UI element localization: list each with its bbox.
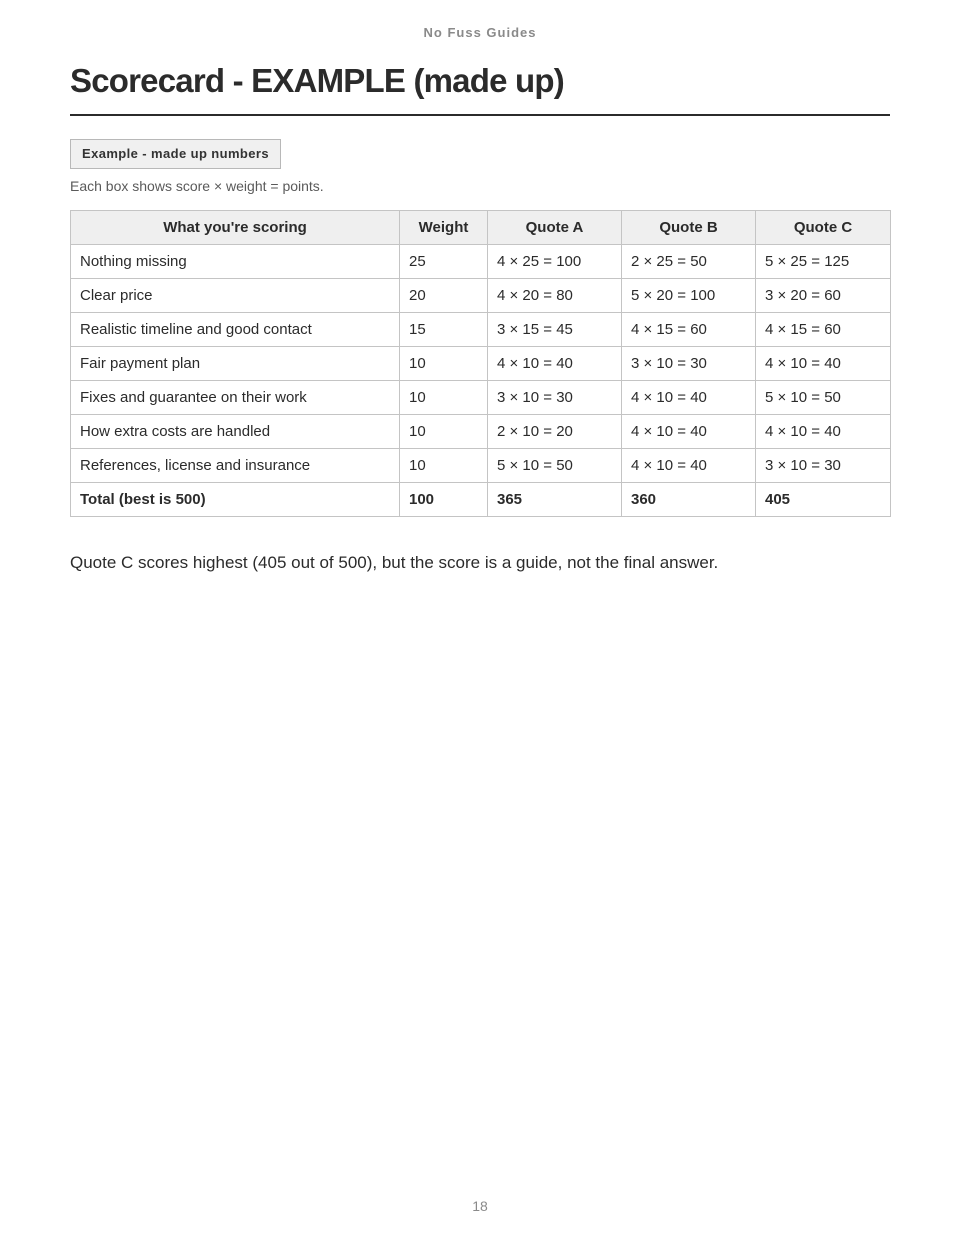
criterion-cell: References, license and insurance [71, 449, 400, 483]
quote-b-cell: 4 × 15 = 60 [622, 313, 756, 347]
criterion-cell: Nothing missing [71, 245, 400, 279]
running-header: No Fuss Guides [423, 25, 537, 40]
quote-b-cell: 4 × 10 = 40 [622, 381, 756, 415]
quote-b-cell: 2 × 25 = 50 [622, 245, 756, 279]
quote-c-cell: 4 × 10 = 40 [756, 415, 891, 449]
quote-a-cell: 2 × 10 = 20 [488, 415, 622, 449]
table-row [71, 347, 891, 381]
total-label-cell: Total (best is 500) [71, 483, 400, 517]
quote-c-cell: 5 × 25 = 125 [756, 245, 891, 279]
table-row [71, 449, 891, 483]
column-header-quote-c: Quote C [756, 211, 891, 245]
quote-b-cell: 4 × 10 = 40 [622, 449, 756, 483]
quote-a-cell: 3 × 10 = 30 [488, 381, 622, 415]
table-note: Each box shows score × weight = points. [70, 178, 324, 194]
title-divider [70, 114, 890, 116]
weight-cell: 10 [400, 449, 488, 483]
quote-a-cell: 4 × 20 = 80 [488, 279, 622, 313]
quote-a-cell: 3 × 15 = 45 [488, 313, 622, 347]
column-header-quote-a: Quote A [488, 211, 622, 245]
weight-cell: 10 [400, 415, 488, 449]
total-quote-b-cell: 360 [622, 483, 756, 517]
quote-a-cell: 5 × 10 = 50 [488, 449, 622, 483]
weight-cell: 20 [400, 279, 488, 313]
quote-c-cell: 4 × 15 = 60 [756, 313, 891, 347]
total-weight-cell: 100 [400, 483, 488, 517]
quote-c-cell: 3 × 10 = 30 [756, 449, 891, 483]
table-row [71, 279, 891, 313]
total-quote-c-cell: 405 [756, 483, 891, 517]
column-header-criterion: What you're scoring [71, 211, 400, 245]
criterion-cell: How extra costs are handled [71, 415, 400, 449]
table-row [71, 415, 891, 449]
column-header-quote-b: Quote B [622, 211, 756, 245]
table-total-row [71, 483, 891, 517]
table-row [71, 381, 891, 415]
table-header-row [71, 211, 891, 245]
table-row [71, 313, 891, 347]
criterion-cell: Realistic timeline and good contact [71, 313, 400, 347]
page-number: 18 [472, 1198, 488, 1214]
quote-a-cell: 4 × 10 = 40 [488, 347, 622, 381]
quote-b-cell: 4 × 10 = 40 [622, 415, 756, 449]
quote-c-cell: 3 × 20 = 60 [756, 279, 891, 313]
total-quote-a-cell: 365 [488, 483, 622, 517]
weight-cell: 10 [400, 347, 488, 381]
example-tag: Example - made up numbers [70, 139, 281, 169]
scorecard-table [70, 210, 891, 517]
quote-c-cell: 4 × 10 = 40 [756, 347, 891, 381]
criterion-cell: Clear price [71, 279, 400, 313]
quote-a-cell: 4 × 25 = 100 [488, 245, 622, 279]
column-header-weight: Weight [400, 211, 488, 245]
page-title: Scorecard - EXAMPLE (made up) [70, 62, 564, 99]
weight-cell: 10 [400, 381, 488, 415]
summary-text: Quote C scores highest (405 out of 500), but the score is a guide, not the final answer. [70, 553, 719, 572]
quote-c-cell: 5 × 10 = 50 [756, 381, 891, 415]
quote-b-cell: 3 × 10 = 30 [622, 347, 756, 381]
weight-cell: 25 [400, 245, 488, 279]
criterion-cell: Fair payment plan [71, 347, 400, 381]
table-row [71, 245, 891, 279]
weight-cell: 15 [400, 313, 488, 347]
quote-b-cell: 5 × 20 = 100 [622, 279, 756, 313]
criterion-cell: Fixes and guarantee on their work [71, 381, 400, 415]
